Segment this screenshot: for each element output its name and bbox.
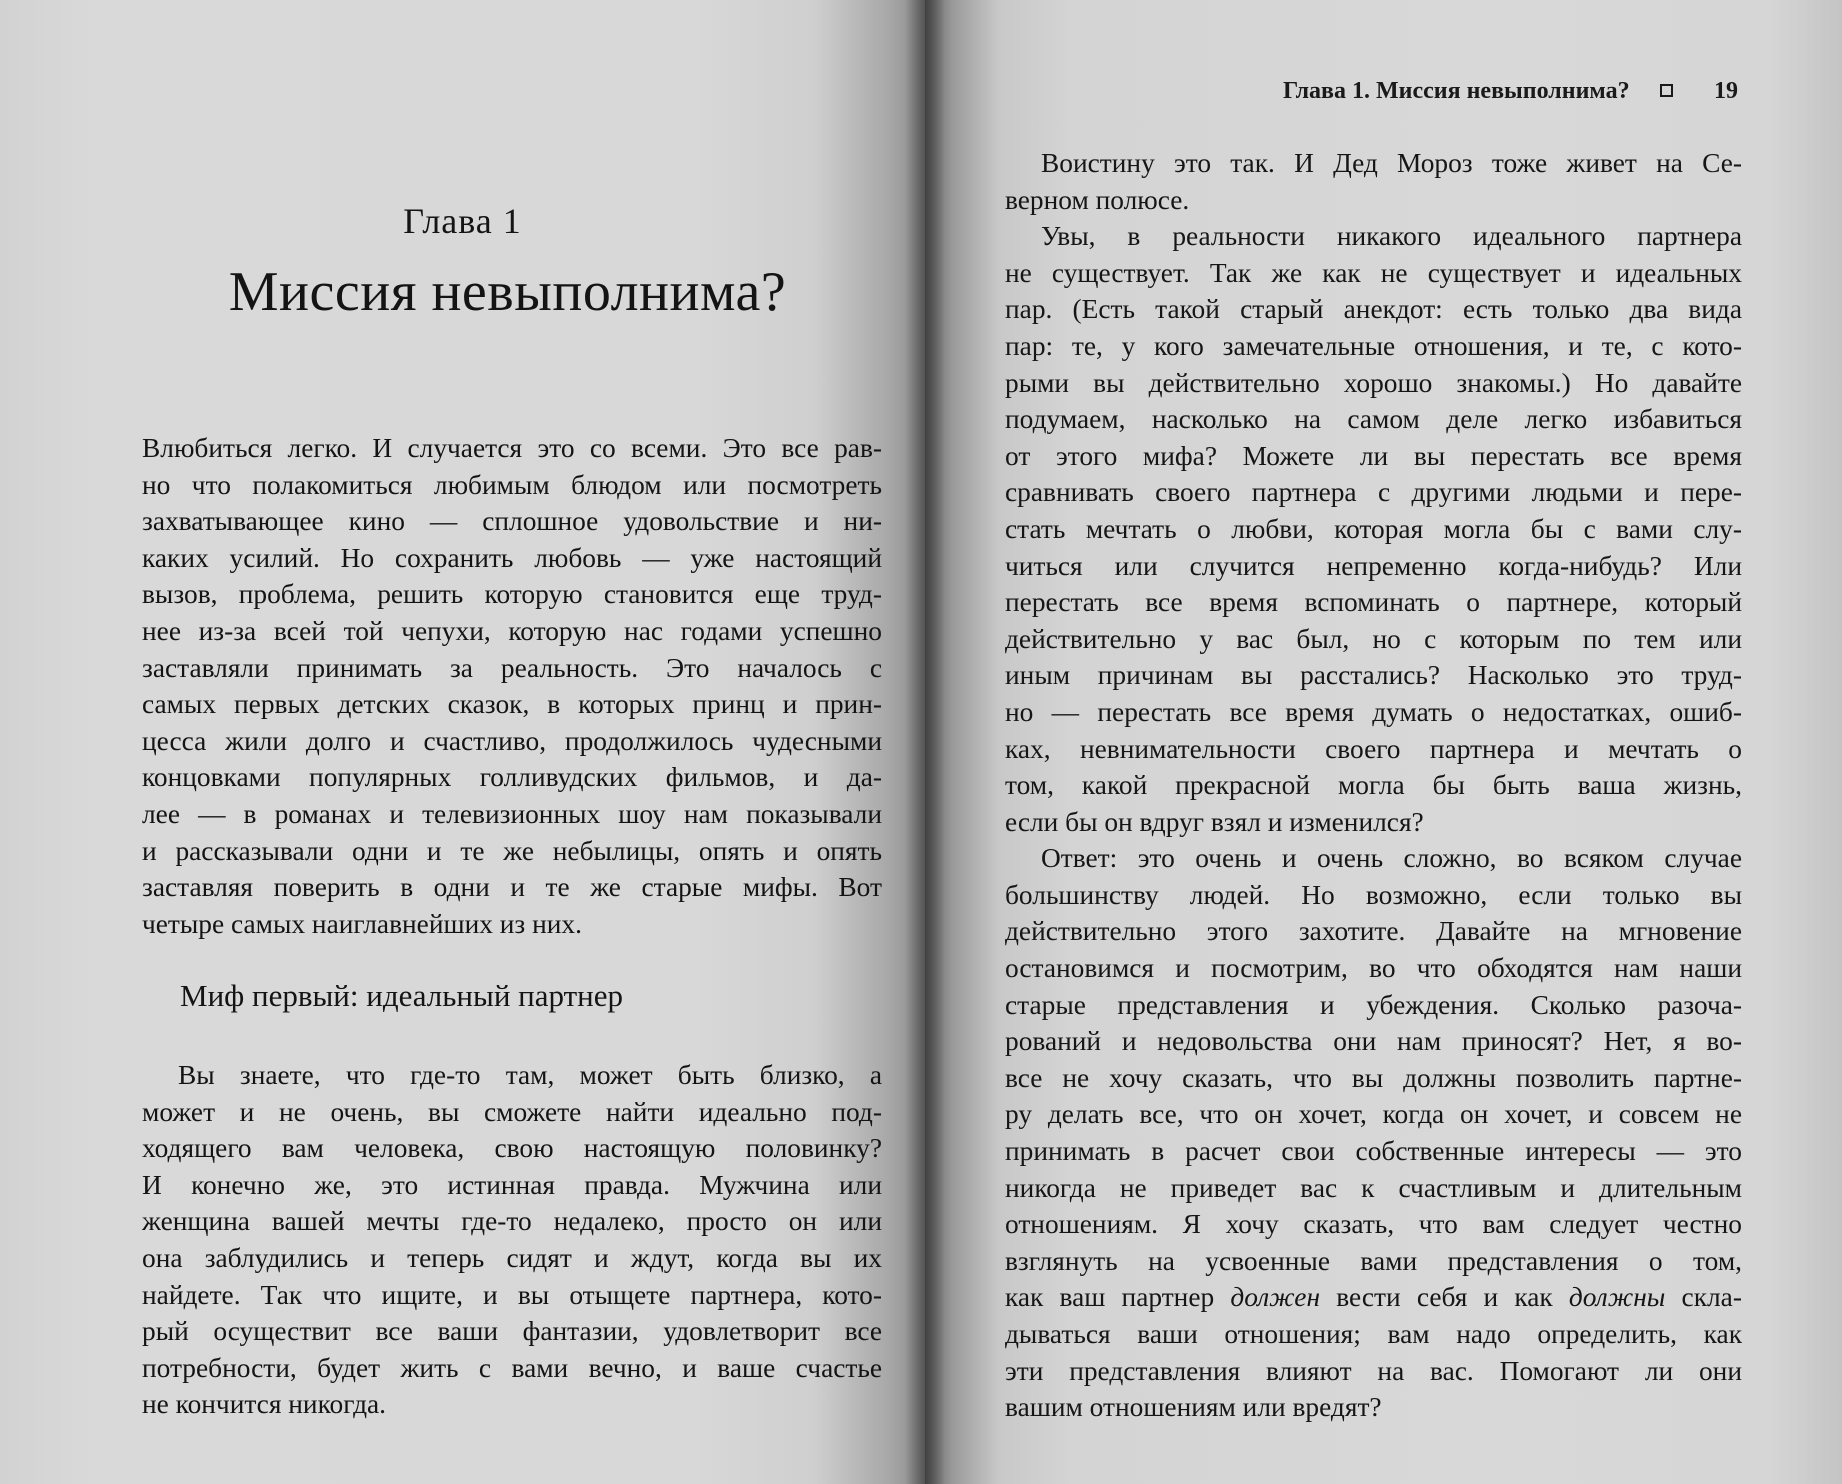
text-line: Увы, в реальности никакого идеального партнера — [1041, 221, 1742, 252]
text-line: Воистину это так. И Дед Мороз тоже живет на Се- — [1041, 148, 1742, 178]
text-line-mixed — [1005, 1279, 1742, 1316]
text-line: пар. (Есть такой старый анекдот: есть только два вида — [1005, 294, 1742, 325]
text-line: ходящего вам человека, свою настоящую половинку? — [142, 1133, 882, 1164]
text-line: действительно у вас был, но с которым по тем или — [1005, 623, 1742, 654]
text-line: рыми вы действительно хорошо знакомы.) Но давайте — [1005, 367, 1742, 398]
text-line: может и не очень, вы сможете найти идеально под- — [142, 1096, 882, 1127]
text-line: сравнивать своего партнера с другими людьми и пере- — [1005, 477, 1742, 508]
text-line: каких усилий. Но сохранить любовь — уже настоящий — [142, 542, 882, 573]
text-line: Вы знаете, что где-то там, может быть близко, а — [178, 1060, 882, 1090]
text-line: все не хочу сказать, что вы должны позволить партне- — [1005, 1062, 1742, 1093]
text-line: взглянуть на усвоенные вами представления о том, — [1005, 1245, 1742, 1276]
text-line: самых первых детских сказок, в которых принц и прин- — [142, 689, 882, 720]
text-line: иным причинам вы расстались? Насколько это труд- — [1005, 660, 1742, 691]
emphasis-text: должен — [1230, 1282, 1321, 1313]
text-line: рый осуществит все ваши фантазии, удовлетворит все — [142, 1316, 882, 1347]
text-line: ках, невнимательности своего партнера и мечтать о — [1005, 733, 1742, 764]
text-line: нее из-за всей той чепухи, которую нас годами успешно — [142, 615, 882, 646]
text-line: она заблудились и теперь сидят и ждут, когда вы их — [142, 1242, 882, 1273]
text-line: найдете. Так что ищите, и вы отыщете партнера, кото- — [142, 1279, 882, 1310]
text-line: большинству людей. Но возможно, если только вы — [1005, 879, 1742, 910]
text-line: верном полюсе. — [1005, 184, 1190, 215]
text-line: остановимся и посмотрим, во что обходятся нам наши — [1005, 953, 1742, 984]
text-line: отношениям. Я хочу сказать, что вам следует честно — [1005, 1209, 1742, 1240]
text-line: дываться ваши отношения; вам надо определить, как — [1005, 1319, 1742, 1349]
text-line: концовками популярных голливудских фильмов, и да- — [142, 762, 882, 793]
text-line: эти представления влияют на вас. Помогают ли они — [1005, 1355, 1742, 1386]
text-line: действительно этого захотите. Давайте на мгновение — [1005, 916, 1742, 947]
intro-paragraph — [142, 430, 882, 942]
text-line: никогда не приведет вас к счастливым и длительным — [1005, 1172, 1742, 1203]
text-fragment: вести себя и как — [1336, 1282, 1553, 1313]
text-line: женщина вашей мечты где-то недалеко, просто он или — [142, 1206, 882, 1237]
chapter-title: Миссия невыполнима? — [228, 261, 787, 323]
text-line: вызов, проблема, решить которую становится еще труд- — [142, 579, 882, 610]
text-line: если бы он вдруг взял и изменился? — [1005, 806, 1424, 837]
text-line: заставляли принимать за реальность. Это началось с — [142, 652, 882, 683]
text-line: заставляя поверить в одни и те же старые мифы. Вот — [142, 872, 882, 903]
text-line: и рассказывали одни и те же небылицы, опять и опять — [142, 835, 882, 866]
text-line: стать мечтать о любви, которая могла бы с вами слу- — [1005, 513, 1742, 544]
text-line: Влюбиться легко. И случается это со всеми. Это все рав- — [142, 433, 882, 463]
text-line: ру делать все, что он хочет, когда он хочет, и совсем не — [1005, 1099, 1742, 1130]
text-line: подумаем, насколько на самом деле легко избавиться — [1005, 404, 1742, 435]
text-line: лее — в романах и телевизионных шоу нам показывали — [142, 798, 882, 829]
right-page-text — [1005, 145, 1742, 1426]
text-line: читься или случится непременно когда-нибудь? Или — [1005, 550, 1742, 581]
text-line: вашим отношениям или вредят? — [1005, 1392, 1382, 1423]
myth-paragraph — [142, 1057, 882, 1423]
text-line: не кончится никогда. — [142, 1389, 387, 1420]
running-header: Глава 1. Миссия невыполнима? — [1283, 78, 1630, 104]
text-line: от этого мифа? Можете ли вы перестать все время — [1005, 440, 1742, 471]
text-line: том, какой прекрасной могла бы быть ваша жизнь, — [1005, 770, 1742, 801]
text-line: не существует. Так же как не существует и идеальных — [1005, 257, 1742, 288]
section-heading: Миф первый: идеальный партнер — [180, 978, 623, 1013]
text-line: рований и недовольства они нам приносят? Нет, я во- — [1005, 1026, 1742, 1057]
text-line: цесса жили долго и счастливо, продолжилось чудесными — [142, 725, 882, 756]
page-number: 19 — [1714, 78, 1738, 104]
emphasis-text: должны — [1568, 1282, 1666, 1313]
book-gutter — [905, 0, 945, 1484]
text-fragment: скла- — [1681, 1282, 1742, 1313]
text-line: перестать все время вспоминать о партнере, который — [1005, 587, 1742, 618]
text-line: принимать в расчет свои собственные интересы — это — [1005, 1136, 1742, 1167]
text-line: потребности, будет жить с вами вечно, и ваше счастье — [142, 1352, 882, 1383]
text-fragment: как ваш партнер — [1005, 1282, 1215, 1313]
text-line: старые представления и убеждения. Сколько разоча- — [1005, 989, 1742, 1020]
text-line: захватывающее кино — сплошное удовольствие и ни- — [142, 506, 882, 537]
text-line: четыре самых наиглавнейших из них. — [142, 908, 582, 939]
chapter-number: Глава 1 — [403, 201, 522, 241]
text-line: но что полакомиться любимым блюдом или посмотреть — [142, 469, 882, 500]
text-line: но — перестать все время думать о недостатках, ошиб- — [1005, 696, 1742, 727]
square-ornament-icon — [1660, 84, 1673, 97]
text-line: Ответ: это очень и очень сложно, во всяком случае — [1041, 843, 1742, 874]
text-line: И конечно же, это истинная правда. Мужчина или — [142, 1169, 882, 1200]
text-line: пар: те, у кого замечательные отношения, и те, с кото- — [1005, 330, 1742, 361]
